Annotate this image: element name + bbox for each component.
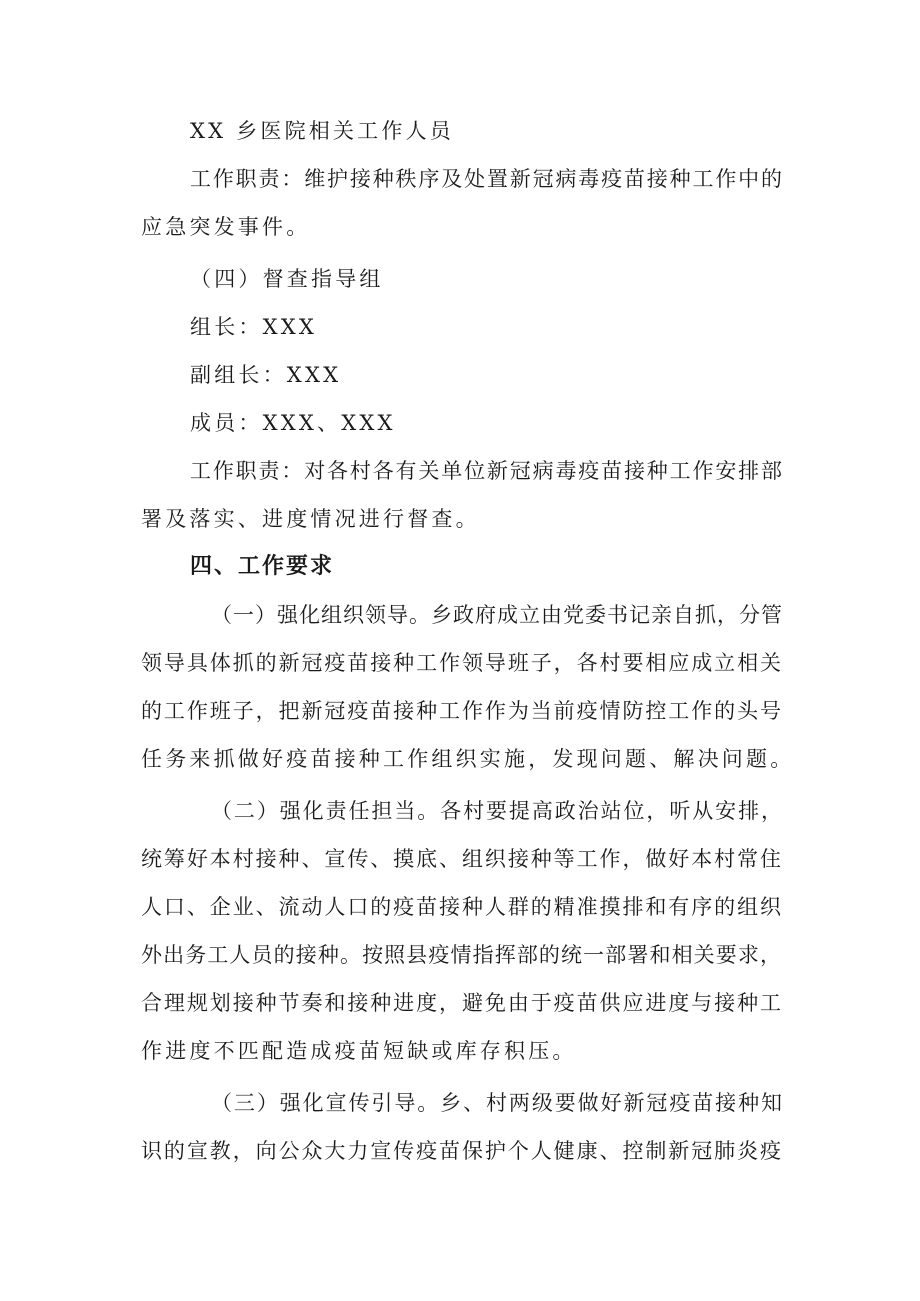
supervision-duty-line-1: 工作职责：对各村各有关单位新冠病毒疫苗接种工作安排部 <box>190 459 782 483</box>
members-line: 成员：XXX、XXX <box>190 411 396 435</box>
para-three-line-1: （三）强化宣传引导。乡、村两级要做好新冠疫苗接种知 <box>211 1091 782 1115</box>
duty-line-2: 应急突发事件。 <box>141 215 311 239</box>
para-one-line-2: 领导具体抓的新冠疫苗接种工作领导班子，各村要相应成立相关 <box>141 651 781 675</box>
para-one-line-3: 的工作班子，把新冠疫苗接种工作作为当前疫情防控工作的头号 <box>141 699 781 723</box>
para-two-line-3: 人口、企业、流动人口的疫苗接种人群的精准摸排和有序的组织 <box>141 895 781 919</box>
group-leader-line: 组长：XXX <box>190 315 318 339</box>
para-two-line-5: 合理规划接种节奏和接种进度，避免由于疫苗供应进度与接种工 <box>141 991 781 1015</box>
para-three-line-2: 识的宣教，向公众大力宣传疫苗保护个人健康、控制新冠肺炎疫 <box>141 1139 781 1163</box>
para-two-line-2: 统筹好本村接种、宣传、摸底、组织接种等工作，做好本村常住 <box>141 847 781 871</box>
para-one-line-1: （一）强化组织领导。乡政府成立由党委书记亲自抓，分管 <box>211 603 782 627</box>
supervision-duty-line-2: 署及落实、进度情况进行督查。 <box>141 507 480 531</box>
deputy-leader-line: 副组长：XXX <box>190 363 342 387</box>
para-one-line-4: 任务来抓做好疫苗接种工作组织实施，发现问题、解决问题。 <box>141 747 795 771</box>
duty-line-1: 工作职责：维护接种秩序及处置新冠病毒疫苗接种工作中的 <box>190 167 782 191</box>
staff-line: XX 乡医院相关工作人员 <box>190 119 454 143</box>
para-two-line-1: （二）强化责任担当。各村要提高政治站位，听从安排， <box>211 799 782 823</box>
section-four-heading: 四、工作要求 <box>190 554 335 579</box>
para-two-line-4: 外出务工人员的接种。按照县疫情指挥部的统一部署和相关要求， <box>141 943 781 967</box>
para-two-line-6: 作进度不匹配造成疫苗短缺或库存积压。 <box>141 1039 577 1063</box>
section-supervision-title: （四）督查指导组 <box>190 267 384 291</box>
